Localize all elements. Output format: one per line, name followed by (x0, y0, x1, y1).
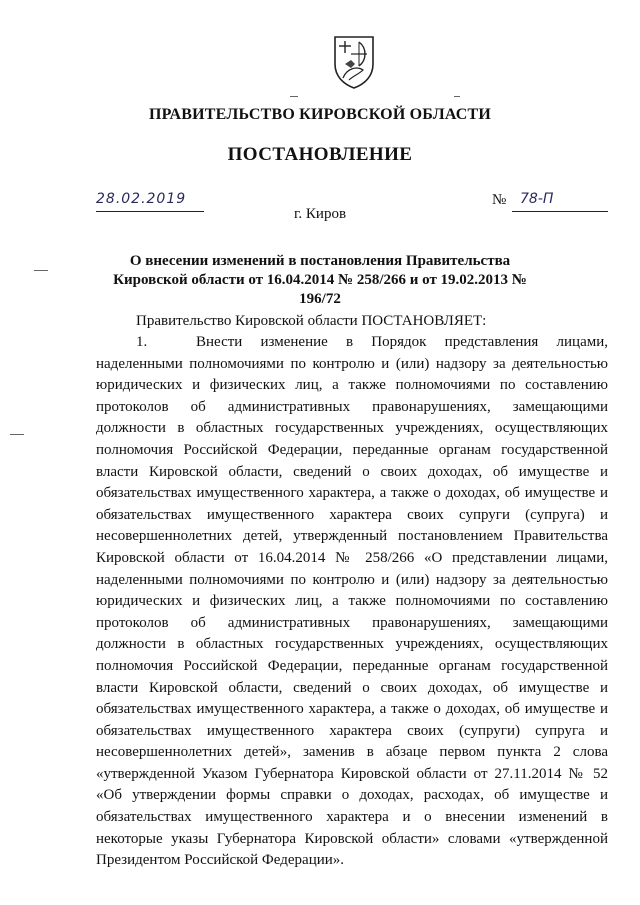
city-name: г. Киров (293, 206, 347, 222)
number-sign: № (492, 192, 507, 208)
preamble: Правительство Кировской области ПОСТАНОВЛЯЕТ: (136, 313, 487, 329)
margin-mark (34, 270, 48, 271)
document-date: 28.02.2019 (96, 191, 187, 207)
document-type-heading: ПОСТАНОВЛЕНИЕ (227, 144, 413, 165)
scan-artifact (290, 96, 298, 97)
coat-of-arms-icon (331, 34, 377, 90)
document-number: 78-П (520, 191, 554, 207)
scan-artifact (454, 96, 460, 97)
item-1-paragraph (96, 332, 608, 872)
item-number: 1. (136, 334, 148, 350)
document-subject: О внесении изменений в постановления Правительства Кировской области от 16.04.2014 № 258/266 и от 19.02.2013 № 196/72 (113, 253, 527, 307)
margin-mark (10, 434, 24, 435)
item-text: Внести изменение в Порядок представления лицами, наделенными полномочиями по контролю и (или) надзору за деятельностью юридических и физических лиц, а также полномочиями по составлению протоколов об административных правонарушениях, замещающими должности в областных государственных учреждениях, осуществляющих полномочия Российской Федерации, переданные органам государственной власти Кировской области, сведений о своих доходах, об имуществе и обязательствах имущественного характера, а также о доходах, об имуществе и обязательствах имущественного характера своих супруги (супруга) и несовершеннолетних детей, утвержденный постановлением Правительства Кировской области от 16.04.2014 № 258/266 «О представлении лицами, наделенными полномочиями по контролю и (или) надзору за деятельностью юридических и физических лиц, а также полномочиями по составлению протоколов об административных правонарушениях, замещающими должности в областных государственных учреждениях, осуществляющих полномочия Российской Федерации, переданные органам государственной власти Кировской области, сведений о своих доходах, об имуществе и обязательствах имущественного характера, а также о доходах, об имуществе и обязательствах имущественного характера своих (супруги) супруга и несовершеннолетних детей», заменив в абзаце первом пункта 2 слова «утвержденной Указом Губернатора Кировской области от 27.11.2014 № 52 «Об утверждении формы справки о доходах, расходах, об имуществе и обязательствах имущественного характера и о внесении изменений в некоторые указы Губернатора Кировской области» словами «утвержденной Президентом Российской Федерации». (96, 334, 608, 869)
government-title: ПРАВИТЕЛЬСТВО КИРОВСКОЙ ОБЛАСТИ (148, 106, 492, 123)
